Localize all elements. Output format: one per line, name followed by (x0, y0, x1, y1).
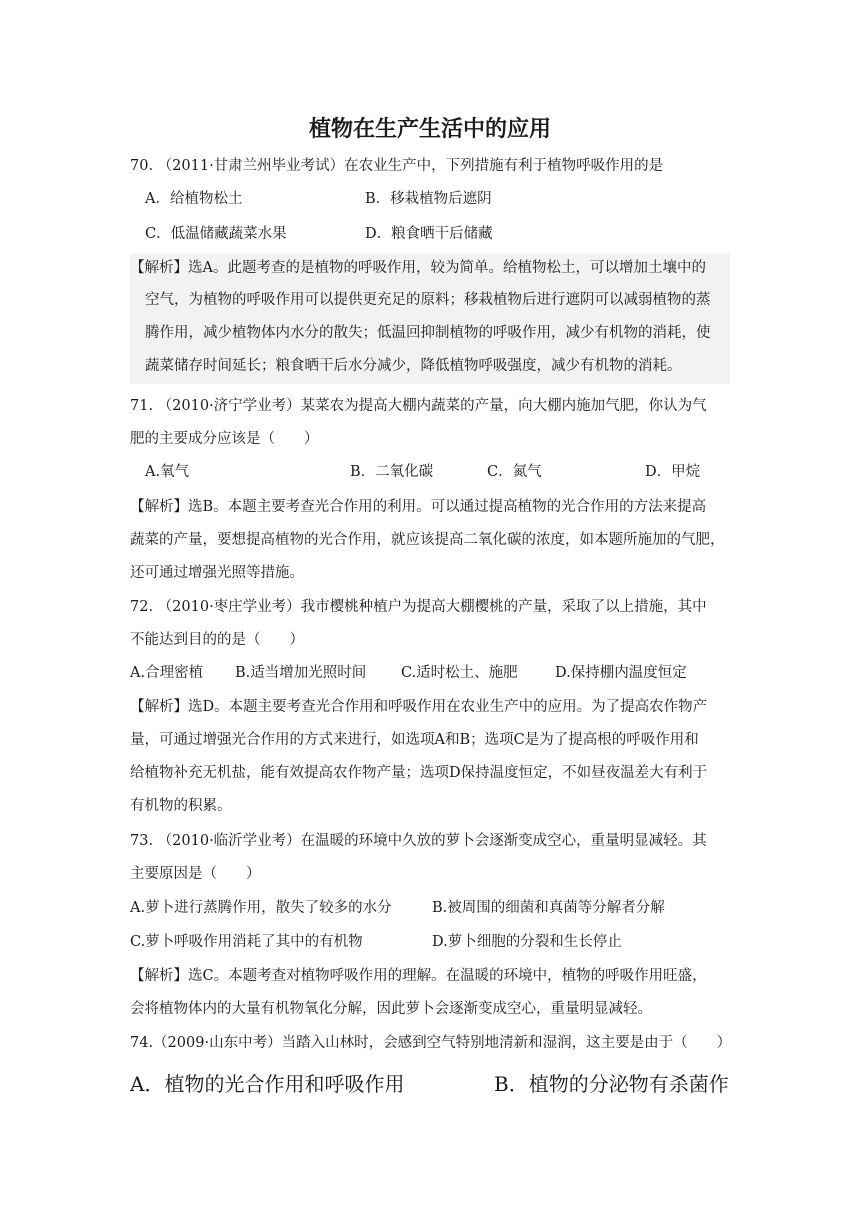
q70-option-c: C．低温储藏蔬菜水果 (145, 226, 287, 242)
q74-option-a: A．植物的光合作用和呼吸作用 (130, 1072, 405, 1096)
q71-option-b: B．二氧化碳 (350, 464, 434, 480)
q73-analysis-line-2: 会将植物体内的大量有机物氧化分解，因此萝卜会逐渐变成空心，重量明显减轻。 (130, 1001, 652, 1017)
q70-analysis-line-3: 腾作用，减少植物体内水分的散失；低温回抑制植物的呼吸作用，减少有机物的消耗，使 (145, 325, 711, 341)
q71-analysis-line-2: 蔬菜的产量，要想提高植物的光合作用，就应该提高二氧化碳的浓度，如本题所施加的气肥， (130, 532, 725, 548)
q72-stem-line-1: 72. （2010·枣庄学业考）我市樱桃种植户为提高大棚樱桃的产量，采取了以上措施，其中 (130, 599, 707, 615)
q74-option-b: B．植物的分泌物有杀菌作 (494, 1072, 729, 1096)
q72-analysis-line-2: 量，可通过增强光合作用的方式来进行，如选项A和B；选项C是为了提高根的呼吸作用和 (130, 732, 699, 748)
q73-stem-line-1: 73. （2010·临沂学业考）在温暖的环境中久放的萝卜会逐渐变成空心，重量明显减轻。其 (130, 833, 707, 849)
q72-analysis-line-4: 有机物的积累。 (130, 798, 232, 814)
q71-analysis-line-1: 【解析】选B。本题主要考查光合作用的利用。可以通过提高植物的光合作用的方法来提高 (130, 499, 707, 515)
q70-analysis-line-1: 【解析】选A。此题考查的是植物的呼吸作用，较为简单。给植物松土，可以增加土壤中的 (130, 260, 706, 276)
q72-stem-line-2: 不能达到目的的是（ ） (130, 632, 304, 648)
q73-option-a: A.萝卜进行蒸腾作用，散失了较多的水分 (130, 900, 392, 916)
q73-analysis-line-1: 【解析】选C。本题考查对植物呼吸作用的理解。在温暖的环境中，植物的呼吸作用旺盛， (130, 968, 707, 984)
q72-analysis-line-1: 【解析】选D。本题主要考查光合作用和呼吸作用在农业生产中的应用。为了提高农作物产 (130, 699, 708, 715)
q73-option-c: C.萝卜呼吸作用消耗了其中的有机物 (130, 934, 363, 950)
q70-option-b: B．移栽植物后遮阴 (365, 191, 492, 207)
q72-option-a: A.合理密植 (130, 665, 204, 681)
q72-option-d: D.保持棚内温度恒定 (555, 665, 687, 681)
q73-option-d: D.萝卜细胞的分裂和生长停止 (432, 934, 622, 950)
page-title: 植物在生产生活中的应用 (308, 117, 551, 142)
q71-stem-line-1: 71. （2010·济宁学业考）某菜农为提高大棚内蔬菜的产量，向大棚内施加气肥，你认为气 (130, 398, 707, 414)
q70-option-d: D．粮食晒干后储藏 (365, 226, 493, 242)
q71-option-c: C．氮气 (487, 464, 542, 480)
q70-stem: 70. （2011·甘肃兰州毕业考试）在农业生产中，下列措施有利于植物呼吸作用的是 (130, 158, 664, 174)
q70-analysis-line-2: 空气，为植物的呼吸作用可以提供更充足的原料；移栽植物后进行遮阴可以减弱植物的蒸 (145, 292, 711, 308)
q73-option-b: B.被周围的细菌和真菌等分解者分解 (432, 900, 665, 916)
q72-option-b: B.适当增加光照时间 (235, 665, 367, 681)
q73-stem-line-2: 主要原因是（ ） (130, 866, 261, 882)
q72-option-c: C.适时松土、施肥 (401, 665, 518, 681)
q71-stem-line-2: 肥的主要成分应该是（ ） (130, 431, 319, 447)
q70-option-a: A．给植物松土 (145, 191, 243, 207)
q72-analysis-line-3: 给植物补充无机盐，能有效提高农作物产量；选项D保持温度恒定，不如昼夜温差大有利于 (130, 765, 708, 781)
q71-option-d: D．甲烷 (645, 464, 701, 480)
q71-option-a: A.氧气 (145, 464, 190, 480)
q74-stem: 74.（2009·山东中考）当踏入山林时，会感到空气特别地清新和湿润，这主要是由于（ ） (130, 1035, 732, 1051)
q71-analysis-line-3: 还可通过增强光照等措施。 (130, 565, 304, 581)
q70-analysis-line-4: 蔬菜储存时间延长；粮食晒干后水分减少，降低植物呼吸强度，减少有机物的消耗。 (145, 358, 682, 374)
